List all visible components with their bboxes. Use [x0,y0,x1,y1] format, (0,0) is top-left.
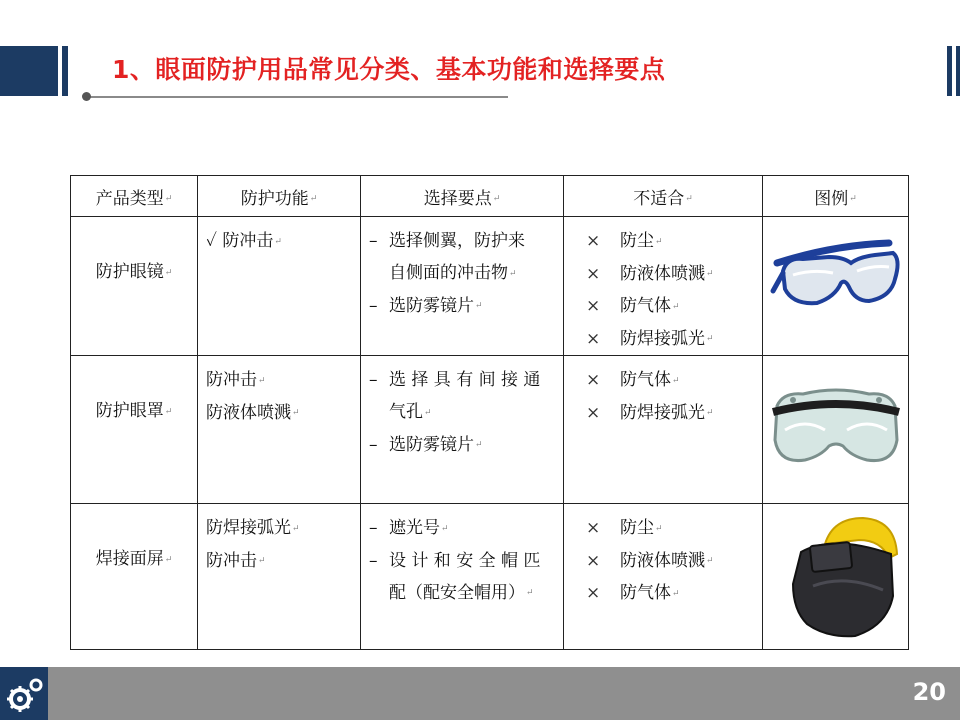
header-cell: 防护功能↵ [198,176,361,217]
header-cell: 不适合↵ [564,176,763,217]
header-cell: 图例↵ [763,176,909,217]
gears-icon [0,667,48,720]
selection-points-cell: – 遮光号↵ – 设 计 和 安 全 帽 匹 配（配安全帽用）↵ [361,504,564,650]
illustration-cell [763,504,909,650]
eye-face-protection-table [70,175,909,650]
illustration-cell [763,217,909,356]
footer-bar [0,667,960,720]
table-row [71,217,909,356]
unsuitable-cell: × 防尘↵ × 防液体喷溅↵ × 防气体↵ × 防焊接弧光↵ [564,217,763,356]
slide-title: 1、眼面防护用品常见分类、基本功能和选择要点 [112,55,666,84]
product-type-cell: 防护眼罩↵ [71,356,198,504]
title-bullet-dot [82,92,91,101]
product-type-cell: 焊接面屏↵ [71,504,198,650]
welding-face-shield-icon [763,504,909,644]
header-accent-right-stripe [947,46,952,96]
title-underline [88,96,508,98]
illustration-cell [763,356,909,504]
unsuitable-cell: × 防尘↵ × 防液体喷溅↵ × 防气体↵ [564,504,763,650]
unsuitable-cell: × 防气体↵ × 防焊接弧光↵ [564,356,763,504]
selection-points-cell: – 选择侧翼，防护来 自侧面的冲击物↵ – 选防雾镜片↵ [361,217,564,356]
safety-glasses-icon [763,217,909,345]
header-cell: 选择要点↵ [361,176,564,217]
selection-points-cell: – 选 择 具 有 间 接 通 气孔↵ – 选防雾镜片↵ [361,356,564,504]
safety-goggles-icon [763,356,909,498]
header-accent-right [956,46,960,96]
page-number: 20 [912,678,946,706]
footer-gear-block [0,667,48,720]
header-accent-block [0,46,58,96]
table-row [71,356,909,504]
header-accent-stripe [62,46,68,96]
function-cell: 防冲击↵ 防液体喷溅↵ [198,356,361,504]
function-cell: 防焊接弧光↵ 防冲击↵ [198,504,361,650]
function-cell: ✓ 防冲击↵ [198,217,361,356]
table-row [71,504,909,650]
table-header-row [71,176,909,217]
header-cell: 产品类型↵ [71,176,198,217]
product-type-cell: 防护眼镜↵ [71,217,198,356]
